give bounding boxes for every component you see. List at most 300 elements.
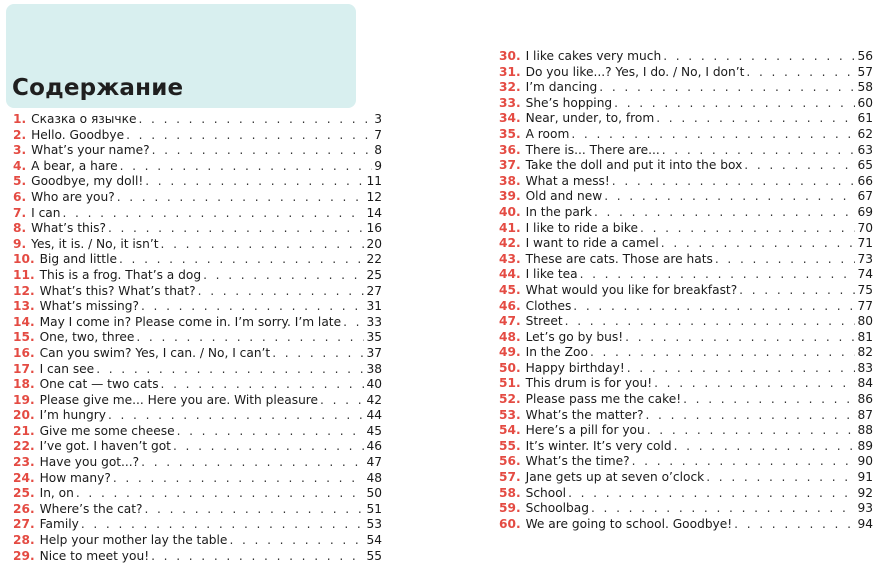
toc-entry	[499, 314, 873, 330]
toc-entry-number: 40.	[499, 204, 521, 219]
toc-entry-number: 29.	[13, 548, 35, 563]
toc-entry-page: 27	[366, 283, 382, 298]
toc-entry	[13, 502, 382, 518]
toc-entry	[13, 377, 382, 393]
toc-entry-page: 58	[857, 80, 873, 95]
toc-entry-number: 24.	[13, 470, 35, 485]
toc-entry-title: School	[525, 485, 567, 500]
toc-entry-number: 41.	[499, 220, 521, 235]
toc-entry-page: 77	[857, 298, 873, 313]
dot-leader	[320, 393, 364, 409]
toc-entry-page: 73	[857, 251, 873, 266]
toc-entry-title: She’s hopping	[525, 95, 613, 110]
toc-entry-number: 7.	[13, 205, 27, 220]
toc-entry-number: 20.	[13, 408, 35, 423]
toc-entry-number: 13.	[13, 299, 35, 314]
toc-entry	[499, 252, 873, 268]
toc-entry-number: 58.	[499, 485, 521, 500]
toc-entry-page: 90	[857, 454, 873, 469]
toc-entry-title: Do you like...? Yes, I do. / No, I don’t	[525, 64, 745, 79]
dot-leader	[614, 96, 855, 112]
toc-entry-number: 51.	[499, 376, 521, 391]
dot-leader	[76, 486, 365, 502]
toc-entry-title: What’s this?	[31, 221, 106, 236]
toc-entry-number: 12.	[13, 283, 35, 298]
toc-entry-number: 14.	[13, 314, 35, 329]
toc-entry	[499, 376, 873, 392]
toc-entry	[499, 486, 873, 502]
toc-entry-number: 60.	[499, 516, 521, 531]
dot-leader	[63, 206, 365, 222]
toc-entry	[13, 190, 382, 206]
toc-entry-page: 86	[857, 392, 873, 407]
toc-entry	[499, 408, 873, 424]
toc-entry-title: In the park	[525, 204, 592, 219]
toc-entry	[499, 501, 873, 517]
dot-leader	[117, 190, 365, 206]
dot-leader	[113, 471, 365, 487]
toc-entry-number: 9.	[13, 236, 27, 251]
toc-entry-title: What’s the time?	[525, 454, 630, 469]
dot-leader	[744, 158, 855, 174]
toc-entry	[499, 392, 873, 408]
dot-leader	[173, 439, 365, 455]
toc-entry-page: 46	[366, 439, 382, 454]
dot-leader	[746, 65, 855, 81]
toc-entry-page: 81	[857, 329, 873, 344]
toc-entry-title: Jane gets up at seven o’clock	[525, 470, 705, 485]
toc-entry-page: 84	[857, 376, 873, 391]
toc-column-right	[499, 49, 873, 532]
dot-leader	[662, 143, 856, 159]
toc-entry	[13, 549, 382, 565]
dot-leader	[120, 159, 373, 175]
toc-entry-number: 50.	[499, 360, 521, 375]
toc-entry	[13, 221, 382, 237]
toc-entry	[499, 454, 873, 470]
toc-entry-page: 33	[366, 314, 382, 329]
dot-leader	[161, 237, 365, 253]
toc-entry	[499, 143, 873, 159]
dot-leader	[145, 174, 364, 190]
dot-leader	[138, 112, 372, 128]
toc-entry-page: 42	[366, 392, 382, 407]
toc-entry-page: 94	[857, 516, 873, 531]
toc-entry	[499, 174, 873, 190]
dot-leader	[663, 49, 855, 65]
toc-entry-number: 23.	[13, 455, 35, 470]
toc-entry	[13, 112, 382, 128]
toc-entry-number: 47.	[499, 314, 521, 329]
toc-entry-title: I’ve got. I haven’t got	[39, 439, 171, 454]
toc-entry-number: 45.	[499, 282, 521, 297]
toc-entry	[13, 237, 382, 253]
dot-leader	[590, 345, 856, 361]
toc-entry-page: 14	[366, 205, 382, 220]
toc-entry-number: 3.	[13, 143, 27, 158]
toc-entry-page: 82	[857, 345, 873, 360]
toc-entry-title: Big and little	[39, 252, 117, 267]
dot-leader	[81, 517, 365, 533]
toc-entry-page: 60	[857, 95, 873, 110]
toc-entry	[499, 189, 873, 205]
toc-entry-title: Let’s go by bus!	[525, 329, 624, 344]
dot-leader	[632, 454, 856, 470]
toc-entry	[499, 205, 873, 221]
toc-entry-page: 25	[366, 267, 382, 282]
toc-entry	[13, 424, 382, 440]
toc-entry-number: 15.	[13, 330, 35, 345]
toc-entry-number: 37.	[499, 158, 521, 173]
dot-leader	[640, 221, 855, 237]
toc-entry-title: May I come in? Please come in. I’m sorry. I’m late	[39, 314, 342, 329]
toc-entry-page: 89	[857, 438, 873, 453]
toc-entry-number: 30.	[499, 49, 521, 63]
dot-leader	[152, 143, 373, 159]
toc-entry-number: 5.	[13, 174, 27, 189]
toc-entry	[499, 65, 873, 81]
toc-entry-title: Take the doll and put it into the box	[525, 158, 743, 173]
toc-entry-page: 62	[857, 126, 873, 141]
dot-leader	[96, 362, 364, 378]
toc-entry-title: Hello. Goodbye	[31, 127, 125, 142]
toc-entry-number: 52.	[499, 392, 521, 407]
toc-entry	[13, 268, 382, 284]
toc-entry-title: One cat — two cats	[39, 377, 159, 392]
toc-entry	[499, 361, 873, 377]
dot-leader	[612, 174, 856, 190]
dot-leader	[647, 423, 856, 439]
toc-entry	[13, 517, 382, 533]
toc-entry-number: 11.	[13, 267, 35, 282]
dot-leader	[343, 315, 364, 331]
toc-entry	[13, 486, 382, 502]
toc-entry-title: Street	[525, 314, 563, 329]
toc-entry-page: 20	[366, 236, 382, 251]
toc-entry-number: 16.	[13, 345, 35, 360]
toc-entry-title: In the Zoo	[525, 345, 588, 360]
toc-entry	[499, 49, 873, 65]
toc-entry-number: 49.	[499, 345, 521, 360]
dot-leader	[177, 424, 365, 440]
toc-entry-number: 34.	[499, 111, 521, 126]
toc-entry-title: I like cakes very much	[525, 49, 662, 63]
dot-leader	[739, 283, 855, 299]
toc-entry-title: Goodbye, my doll!	[31, 174, 144, 189]
toc-entry-number: 59.	[499, 501, 521, 516]
toc-entry-title: What’s the matter?	[525, 407, 644, 422]
toc-entry-title: I like tea	[525, 267, 578, 282]
toc-entry-title: It’s winter. It’s very cold	[525, 438, 672, 453]
toc-entry-number: 22.	[13, 439, 35, 454]
toc-entry-title: Give me some cheese	[39, 423, 175, 438]
dot-leader	[715, 252, 856, 268]
toc-entry-number: 35.	[499, 126, 521, 141]
toc-entry-title: Where’s the cat?	[39, 501, 143, 516]
toc-entry-title: This is a frog. That’s a dog	[39, 267, 202, 282]
toc-entry-page: 88	[857, 423, 873, 438]
toc-entry-title: Schoolbag	[525, 501, 589, 516]
dot-leader	[706, 470, 855, 486]
dot-leader	[604, 189, 855, 205]
toc-entry-number: 17.	[13, 361, 35, 376]
dot-leader	[136, 330, 364, 346]
dot-leader	[198, 284, 365, 300]
toc-entry	[499, 111, 873, 127]
toc-entry-title: Nice to meet you!	[39, 548, 150, 563]
dot-leader	[654, 376, 855, 392]
toc-entry	[499, 96, 873, 112]
dot-leader	[683, 392, 855, 408]
toc-entry-number: 8.	[13, 221, 27, 236]
toc-entry-title: Near, under, to, from	[525, 111, 655, 126]
toc-entry-title: This drum is for you!	[525, 376, 653, 391]
toc-entry-page: 92	[857, 485, 873, 500]
toc-entry-page: 75	[857, 282, 873, 297]
dot-leader	[734, 517, 855, 533]
toc-entry	[499, 439, 873, 455]
dot-leader	[674, 439, 856, 455]
toc-entry-title: Please give me... Here you are. With pleasure	[39, 392, 319, 407]
toc-entry	[13, 393, 382, 409]
toc-entry	[13, 330, 382, 346]
toc-entry-number: 27.	[13, 517, 35, 532]
toc-entry-page: 67	[857, 189, 873, 204]
toc-entry	[13, 362, 382, 378]
toc-entry-number: 18.	[13, 377, 35, 392]
toc-entry-number: 56.	[499, 454, 521, 469]
toc-entry-number: 28.	[13, 533, 35, 548]
toc-entry-page: 70	[857, 220, 873, 235]
dot-leader	[151, 549, 364, 565]
toc-entry-title: A bear, a hare	[31, 158, 118, 173]
toc-entry-title: Can you swim? Yes, I can. / No, I can’t	[39, 345, 271, 360]
toc-entry	[499, 283, 873, 299]
toc-entry-title: I can see	[39, 361, 95, 376]
dot-leader	[568, 486, 855, 502]
toc-entry-page: 69	[857, 204, 873, 219]
toc-entry-page: 8	[374, 143, 382, 158]
toc-entry-title: I like to ride a bike	[525, 220, 639, 235]
toc-entry-number: 6.	[13, 189, 27, 204]
toc-entry-number: 19.	[13, 392, 35, 407]
toc-entry	[13, 471, 382, 487]
toc-entry-number: 53.	[499, 407, 521, 422]
dot-leader	[141, 455, 364, 471]
toc-entry-page: 93	[857, 501, 873, 516]
toc-entry	[13, 284, 382, 300]
dot-leader	[126, 128, 372, 144]
dot-leader	[229, 533, 364, 549]
toc-entry-page: 63	[857, 142, 873, 157]
page-title: Содержание	[12, 75, 184, 101]
toc-entry-title: Yes, it is. / No, it isn’t	[31, 236, 159, 251]
toc-entry	[13, 174, 382, 190]
toc-entry-title: What’s missing?	[39, 299, 139, 314]
toc-entry-title: What would you like for breakfast?	[525, 282, 738, 297]
toc-entry-number: 26.	[13, 501, 35, 516]
toc-entry-page: 38	[366, 361, 382, 376]
dot-leader	[591, 501, 855, 517]
toc-entry-page: 53	[366, 517, 382, 532]
toc-entry-number: 57.	[499, 470, 521, 485]
dot-leader	[573, 299, 855, 315]
toc-entry-number: 4.	[13, 158, 27, 173]
dot-leader	[656, 111, 855, 127]
toc-entry-page: 22	[366, 252, 382, 267]
toc-entry-page: 9	[374, 158, 382, 173]
dot-leader	[594, 205, 856, 221]
toc-entry	[13, 455, 382, 471]
toc-entry-title: A room	[525, 126, 570, 141]
toc-entry-number: 31.	[499, 64, 521, 79]
toc-entry-page: 61	[857, 111, 873, 126]
toc-entry-number: 38.	[499, 173, 521, 188]
toc-entry-number: 44.	[499, 267, 521, 282]
toc-entry	[499, 299, 873, 315]
toc-entry-title: How many?	[39, 470, 111, 485]
toc-entry-page: 11	[366, 174, 382, 189]
toc-entry-number: 55.	[499, 438, 521, 453]
toc-entry-number: 48.	[499, 329, 521, 344]
toc-entry-page: 12	[366, 189, 382, 204]
toc-entry-number: 32.	[499, 80, 521, 95]
toc-entry-title: I’m dancing	[525, 80, 598, 95]
toc-entry-title: Family	[39, 517, 79, 532]
toc-entry-number: 2.	[13, 127, 27, 142]
toc-entry-page: 71	[857, 236, 873, 251]
dot-leader	[571, 127, 855, 143]
toc-entry	[499, 80, 873, 96]
toc-entry-title: Here’s a pill for you	[525, 423, 645, 438]
toc-entry-number: 33.	[499, 95, 521, 110]
toc-entry	[499, 127, 873, 143]
toc-entry-page: 50	[366, 486, 382, 501]
toc-entry-number: 21.	[13, 423, 35, 438]
toc-entry-page: 66	[857, 173, 873, 188]
toc-entry-page: 83	[857, 360, 873, 375]
dot-leader	[119, 252, 365, 268]
dot-leader	[580, 267, 856, 283]
toc-entry-page: 55	[366, 548, 382, 563]
toc-entry-page: 31	[366, 299, 382, 314]
dot-leader	[627, 361, 856, 377]
toc-entry-title: There is... There are...	[525, 142, 660, 157]
toc-entry-title: What’s this? What’s that?	[39, 283, 196, 298]
toc-entry-page: 87	[857, 407, 873, 422]
dot-leader	[599, 80, 855, 96]
toc-entry-title: I want to ride a camel	[525, 236, 659, 251]
toc-entry	[13, 408, 382, 424]
toc-entry	[13, 315, 382, 331]
toc-entry	[499, 517, 873, 533]
toc-entry-page: 57	[857, 64, 873, 79]
dot-leader	[161, 377, 365, 393]
toc-entry	[499, 470, 873, 486]
toc-entry-number: 42.	[499, 236, 521, 251]
toc-entry	[499, 221, 873, 237]
toc-entry	[499, 330, 873, 346]
toc-entry-title: We are going to school. Goodbye!	[525, 516, 733, 531]
toc-entry-title: One, two, three	[39, 330, 135, 345]
dot-leader	[203, 268, 364, 284]
toc-entry	[499, 423, 873, 439]
dot-leader	[108, 408, 365, 424]
toc-entry-title: Happy birthday!	[525, 360, 625, 375]
toc-entry-page: 47	[366, 455, 382, 470]
toc-entry	[13, 206, 382, 222]
dot-leader	[565, 314, 856, 330]
toc-entry-page: 7	[374, 127, 382, 142]
toc-entry	[13, 533, 382, 549]
toc-entry-number: 36.	[499, 142, 521, 157]
toc-entry	[13, 252, 382, 268]
toc-entry-number: 1.	[13, 112, 27, 126]
toc-entry-page: 35	[366, 330, 382, 345]
toc-entry-title: Please pass me the cake!	[525, 392, 682, 407]
toc-entry-title: What a mess!	[525, 173, 610, 188]
toc-entry-number: 10.	[13, 252, 35, 267]
toc-entry-number: 43.	[499, 251, 521, 266]
dot-leader	[645, 408, 855, 424]
toc-entry-page: 65	[857, 158, 873, 173]
toc-entry-title: These are cats. Those are hats	[525, 251, 713, 266]
toc-entry-number: 39.	[499, 189, 521, 204]
toc-entry-title: I’m hungry	[39, 408, 106, 423]
toc-entry-page: 3	[374, 112, 382, 126]
toc-entry-title: Who are you?	[31, 189, 115, 204]
toc-entry-title: What’s your name?	[31, 143, 150, 158]
toc-entry-page: 40	[366, 377, 382, 392]
toc-entry-number: 54.	[499, 423, 521, 438]
toc-entry-title: I can	[31, 205, 61, 220]
toc-entry-title: Help your mother lay the table	[39, 533, 228, 548]
toc-entry	[13, 143, 382, 159]
toc-entry	[13, 299, 382, 315]
toc-entry-page: 45	[366, 423, 382, 438]
toc-entry-page: 91	[857, 470, 873, 485]
toc-entry	[499, 267, 873, 283]
toc-entry-title: Сказка о язычке	[31, 112, 137, 126]
toc-entry-page: 37	[366, 345, 382, 360]
dot-leader	[625, 330, 855, 346]
dot-leader	[108, 221, 365, 237]
toc-entry-page: 44	[366, 408, 382, 423]
toc-entry-page: 80	[857, 314, 873, 329]
dot-leader	[272, 346, 364, 362]
dot-leader	[145, 502, 365, 518]
toc-entry-page: 74	[857, 267, 873, 282]
toc-entry-page: 56	[857, 49, 873, 63]
toc-entry-page: 54	[366, 533, 382, 548]
dot-leader	[141, 299, 364, 315]
toc-entry	[13, 128, 382, 144]
toc-entry-number: 46.	[499, 298, 521, 313]
toc-entry-title: In, on	[39, 486, 74, 501]
toc-column-left	[13, 112, 382, 564]
toc-entry	[13, 439, 382, 455]
dot-leader	[661, 236, 856, 252]
toc-entry-page: 48	[366, 470, 382, 485]
toc-entry	[499, 345, 873, 361]
toc-entry	[499, 158, 873, 174]
toc-entry-title: Old and new	[525, 189, 603, 204]
toc-entry-number: 25.	[13, 486, 35, 501]
toc-entry-title: Clothes	[525, 298, 572, 313]
toc-entry-page: 51	[366, 501, 382, 516]
toc-entry	[13, 159, 382, 175]
toc-entry-title: Have you got...?	[39, 455, 140, 470]
